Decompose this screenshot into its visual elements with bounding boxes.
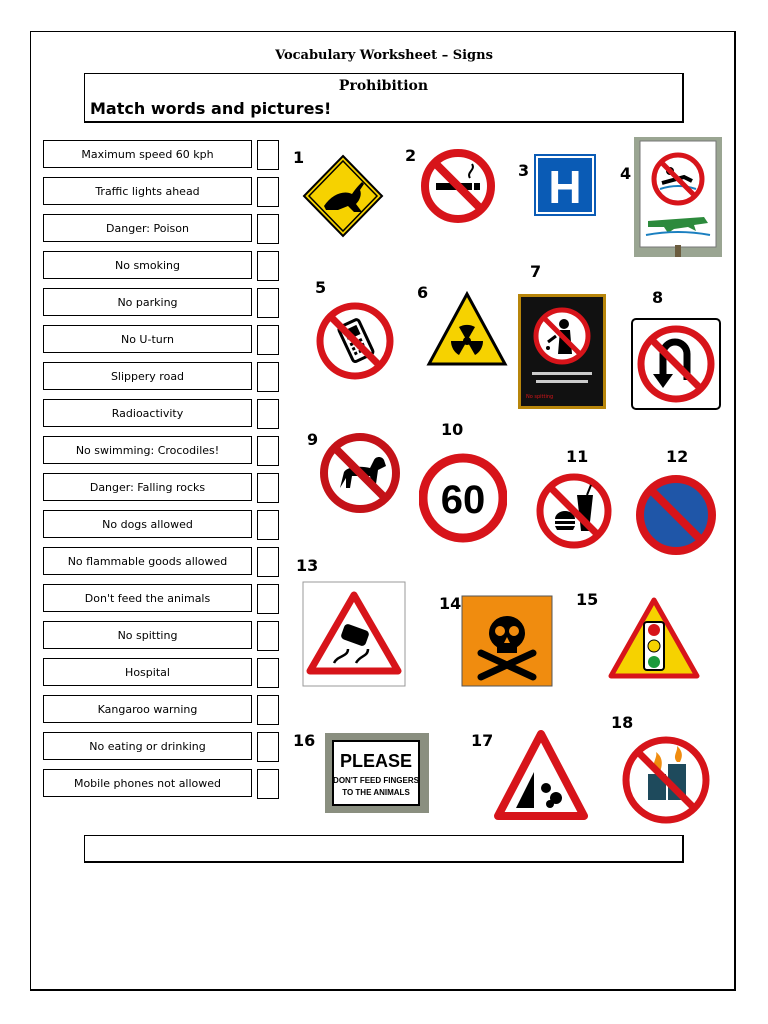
word-row [43, 325, 283, 353]
word-label: Don't feed the animals [43, 584, 252, 612]
no-dogs-sign [318, 430, 402, 516]
sign-number: 8 [652, 288, 664, 307]
no-smoking-sign [418, 146, 498, 226]
slippery-road-sign [302, 581, 406, 687]
sign-number: 11 [566, 447, 589, 466]
word-row [43, 769, 283, 797]
word-row [43, 658, 283, 686]
word-label: Hospital [43, 658, 252, 686]
sign-text-line: PLEASE [339, 751, 413, 771]
no-parking-sign [636, 474, 716, 556]
worksheet-title: Vocabulary Worksheet – Signs [275, 48, 493, 63]
dont-feed-animals-sign [325, 733, 429, 813]
radioactivity-sign [426, 291, 508, 367]
word-label: No flammable goods allowed [43, 547, 252, 575]
word-label: No spitting [43, 621, 252, 649]
answer-box[interactable] [257, 547, 279, 577]
no-eating-drinking-sign [533, 469, 615, 553]
sign-number: 9 [307, 430, 319, 449]
word-row [43, 177, 283, 205]
sign-number: 10 [441, 420, 464, 439]
answer-box[interactable] [257, 584, 279, 614]
no-mobile-phones-sign [314, 300, 396, 382]
word-row [43, 140, 283, 168]
sign-number: 5 [315, 278, 327, 297]
word-label: Radioactivity [43, 399, 252, 427]
sign-number: 1 [293, 148, 305, 167]
answer-box[interactable] [257, 214, 279, 244]
answer-box[interactable] [257, 769, 279, 799]
word-row [43, 695, 283, 723]
hospital-sign [532, 152, 598, 218]
answer-box[interactable] [257, 732, 279, 762]
word-row [43, 436, 283, 464]
instruction: Match words and pictures! [90, 99, 332, 118]
word-row [43, 732, 283, 760]
no-spitting-caption: No spitting [526, 394, 554, 400]
sign-number: 15 [576, 590, 599, 609]
sign-number: 18 [611, 713, 634, 732]
word-label: No U-turn [43, 325, 252, 353]
sign-text-line: TO THE ANIMALS [342, 788, 410, 797]
kangaroo-warning-sign [302, 154, 384, 238]
sign-number: 6 [417, 283, 429, 302]
word-row [43, 362, 283, 390]
word-label: Danger: Poison [43, 214, 252, 242]
answer-box[interactable] [257, 251, 279, 281]
word-label: No smoking [43, 251, 252, 279]
word-label: No parking [43, 288, 252, 316]
word-row [43, 510, 283, 538]
word-row [43, 214, 283, 242]
word-row [43, 621, 283, 649]
word-label: Slippery road [43, 362, 252, 390]
answer-box[interactable] [257, 473, 279, 503]
header-box [84, 73, 684, 123]
answer-box[interactable] [257, 362, 279, 392]
word-label: No dogs allowed [43, 510, 252, 538]
sign-number: 2 [405, 146, 417, 165]
hospital-letter: H [548, 161, 582, 213]
answer-box[interactable] [257, 621, 279, 651]
word-row [43, 251, 283, 279]
word-row [43, 584, 283, 612]
word-row [43, 288, 283, 316]
answer-strip[interactable] [84, 835, 684, 863]
sign-number: 12 [666, 447, 689, 466]
no-spitting-sign [518, 294, 606, 409]
answer-box[interactable] [257, 695, 279, 725]
word-row [43, 473, 283, 501]
sign-number: 3 [518, 161, 530, 180]
word-row [43, 547, 283, 575]
answer-box[interactable] [257, 140, 279, 170]
word-label: No eating or drinking [43, 732, 252, 760]
answer-box[interactable] [257, 399, 279, 429]
subtitle: Prohibition [338, 78, 429, 94]
no-u-turn-sign [631, 318, 721, 410]
word-label: Kangaroo warning [43, 695, 252, 723]
answer-box[interactable] [257, 288, 279, 318]
answer-box[interactable] [257, 325, 279, 355]
answer-box[interactable] [257, 510, 279, 540]
word-row [43, 399, 283, 427]
word-label: Traffic lights ahead [43, 177, 252, 205]
speed-limit-value: 60 [440, 478, 486, 522]
word-label: Maximum speed 60 kph [43, 140, 252, 168]
sign-number: 7 [530, 262, 542, 281]
sign-number: 4 [620, 164, 632, 183]
sign-number: 13 [296, 556, 319, 575]
word-label: No swimming: Crocodiles! [43, 436, 252, 464]
poison-sign [461, 595, 553, 687]
word-label: Mobile phones not allowed [43, 769, 252, 797]
sign-number: 17 [471, 731, 494, 750]
sign-text-line: DON'T FEED FINGERS [333, 776, 419, 785]
no-flammable-goods-sign [620, 734, 712, 826]
falling-rocks-sign [494, 730, 588, 820]
answer-box[interactable] [257, 658, 279, 688]
traffic-lights-sign [607, 596, 701, 680]
sign-number: 16 [293, 731, 316, 750]
sign-number: 14 [439, 594, 462, 613]
answer-box[interactable] [257, 177, 279, 207]
no-swimming-crocodiles-sign [634, 137, 722, 257]
speed-limit-sign [419, 453, 507, 543]
word-label: Danger: Falling rocks [43, 473, 252, 501]
answer-box[interactable] [257, 436, 279, 466]
